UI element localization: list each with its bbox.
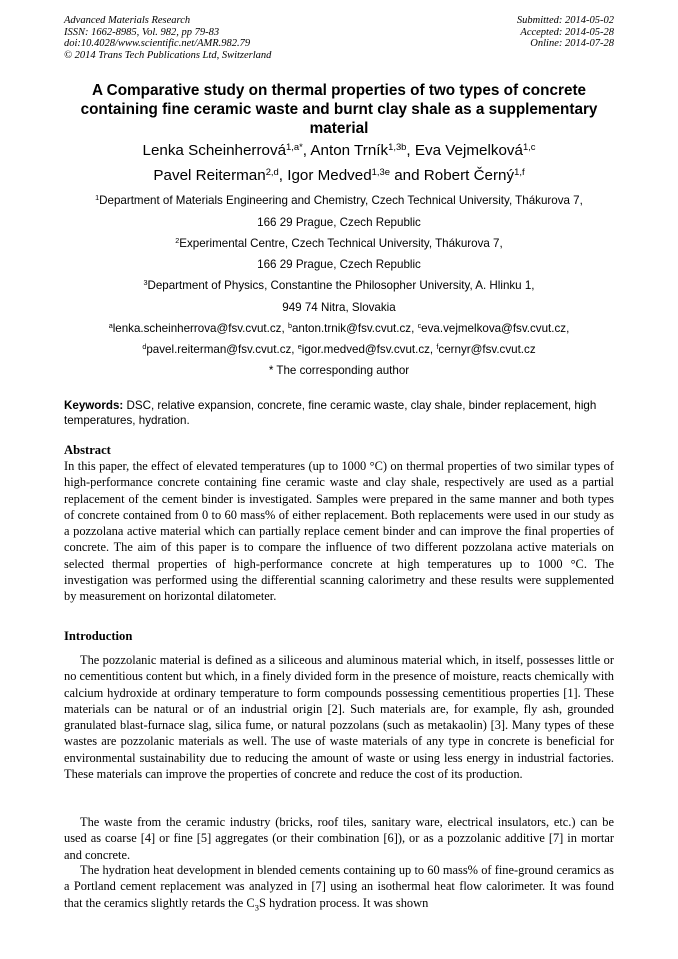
- paragraph-text: The waste from the ceramic industry (bricks, roof tiles, sanitary ware, electrical insulators, etc.) can be used as coarse [4] or fine [5] aggregates (or their combination [6]), or as a pozzolanic additive [7] in mortar and concrete.: [64, 815, 614, 862]
- author-email-link[interactable]: pavel.reiterman@fsv.cvut.cz,: [146, 343, 295, 356]
- subscript: 3: [254, 902, 259, 913]
- journal-issn: ISSN: 1662-8985, Vol. 982, pp 79-83: [64, 26, 220, 38]
- keywords: [64, 398, 614, 428]
- email-line-2: [0, 343, 678, 357]
- author-email-link[interactable]: anton.trnik@fsv.cvut.cz,: [291, 322, 415, 335]
- author-name: Eva Vejmelková: [414, 142, 523, 159]
- author-affiliation-mark: 1,f: [514, 165, 525, 177]
- submission-dates: [517, 15, 614, 50]
- author-affiliation-mark: 1,a*: [286, 140, 303, 152]
- online-date: Online: 2014-07-28: [530, 38, 614, 50]
- paragraph-text: S hydration process. It was shown: [258, 895, 429, 910]
- author-email-link[interactable]: eva.vejmelkova@fsv.cvut.cz,: [421, 322, 570, 335]
- affiliation-number: 3: [143, 278, 148, 288]
- affiliation-1-line-1: [0, 194, 678, 208]
- paragraph-text: The pozzolanic material is defined as a siliceous and aluminous material which, in itself, possesses little or no cementitious content but which, in a finely divided form in the presence of moisture, reacts chemically with calcium hydroxide at ordinary temperature to form compounds possessing cementitious properties [1]. These materials can be natural or of an industrial origin [2]. Such materials are, for example, fly ash, grounded granulated blast-furnace slag, silica fume, or natural pozzolans (such as metakaolin) [3]. Many types of these wastes are pozzolanic materials as well. The use of waste materials of any type in concrete is beneficial for environmental sustainability due to reducing the amount of waste or using less energy in industrial factories. These materials can improve the properties of concrete and reduce the cost of its production.: [64, 653, 614, 782]
- author-email-link[interactable]: igor.medved@fsv.cvut.cz,: [301, 343, 434, 356]
- conjunction: and: [394, 167, 420, 184]
- author-name: Anton Trník: [310, 142, 389, 159]
- paper-title: A Comparative study on thermal properties of two types of concrete containing fine ceramic waste and burnt clay shale as a supplementary material: [80, 82, 598, 137]
- abstract-heading: Abstract: [64, 443, 111, 457]
- author-name: Pavel Reiterman: [153, 167, 266, 184]
- email-mark: c: [417, 321, 422, 331]
- affiliation-text: Department of Physics, Constantine the Philosopher University, A. Hlinku 1,: [147, 279, 535, 292]
- author-line-1: [0, 141, 678, 160]
- submitted-date: Submitted: 2014-05-02: [516, 15, 614, 26]
- email-mark: e: [297, 342, 302, 352]
- affiliation-number: 1: [95, 193, 100, 203]
- affiliation-2-line-2: 166 29 Prague, Czech Republic: [257, 258, 421, 271]
- email-mark: d: [142, 342, 147, 352]
- author-line-2: [0, 166, 678, 185]
- author-affiliation-mark: 1,3e: [371, 165, 390, 177]
- author-email-link[interactable]: lenka.scheinherrova@fsv.cvut.cz,: [112, 322, 285, 335]
- author-name: Robert Černý: [423, 167, 515, 184]
- accepted-date: Accepted: 2014-05-28: [520, 26, 614, 38]
- affiliation-text: Department of Materials Engineering and Chemistry, Czech Technical University, Thákurova 7,: [99, 194, 583, 207]
- author-name: Lenka Scheinherrová: [142, 142, 287, 159]
- keywords-text: DSC, relative expansion, concrete, fine ceramic waste, clay shale, binder replacement, high temperatures, hydration.: [64, 399, 597, 427]
- journal-name: Advanced Materials Research: [64, 15, 191, 26]
- author-email-link[interactable]: cernyr@fsv.cvut.cz: [438, 343, 536, 356]
- affiliation-3-line-2: 949 74 Nitra, Slovakia: [282, 301, 396, 314]
- separator: ,: [278, 167, 283, 184]
- abstract-text: In this paper, the effect of elevated temperatures (up to 1000 °C) on thermal properties of two similar types of high-performance concrete containing fine ceramic waste and clay shale, respectively are used as a partial replacement of the cement binder is investigated. Samples were prepared in the same manner and both types of concrete contained from 0 to 60 mass% of either replacement. Both replacements were used in our study as a pozzolana active material which can partially replace cement binder and can improve the final properties of concrete. The aim of this paper is to compare the influence of two different pozzolana active materials on selected thermal properties of high-performance concrete at high temperatures up to 1000 °C. The investigation was performed using the differential scanning calorimetry and these results were supplemented by measurement on horizontal dilatometer.: [64, 459, 614, 604]
- intro-paragraph-2: [64, 814, 614, 863]
- affiliation-text: Experimental Centre, Czech Technical University, Thákurova 7,: [179, 237, 503, 250]
- author-affiliation-mark: 2,d: [265, 165, 279, 177]
- affiliation-1-line-2: 166 29 Prague, Czech Republic: [257, 216, 421, 229]
- intro-paragraph-1: [64, 652, 614, 782]
- introduction-heading: Introduction: [64, 629, 133, 643]
- separator: ,: [302, 142, 308, 159]
- separator: ,: [406, 142, 411, 159]
- author-affiliation-mark: 1,3b: [388, 140, 407, 152]
- affiliation-number: 2: [175, 236, 180, 246]
- email-mark: f: [436, 342, 439, 352]
- intro-paragraph-3: [64, 862, 614, 915]
- affiliation-3-line-1: [0, 279, 678, 293]
- journal-doi: doi:10.4028/www.scientific.net/AMR.982.79: [64, 38, 251, 50]
- journal-info: [64, 15, 271, 61]
- author-name: Igor Medved: [287, 167, 372, 184]
- email-mark: b: [287, 321, 292, 331]
- journal-copyright: © 2014 Trans Tech Publications Ltd, Switzerland: [64, 49, 272, 61]
- keywords-label: Keywords:: [64, 399, 124, 412]
- email-line-1: [0, 322, 678, 336]
- paragraph-text: The hydration heat development in blended cements containing up to 60 mass% of fine-ground ceramics as a Portland cement replacement was analyzed in [7] using an isothermal heat flow calorimeter. It was found that the ceramics slightly retards the C: [64, 863, 614, 910]
- email-mark: a: [108, 321, 113, 331]
- author-affiliation-mark: 1,c: [522, 140, 536, 152]
- corresponding-author-note: * The corresponding author: [268, 364, 410, 377]
- affiliation-2-line-1: [0, 237, 678, 251]
